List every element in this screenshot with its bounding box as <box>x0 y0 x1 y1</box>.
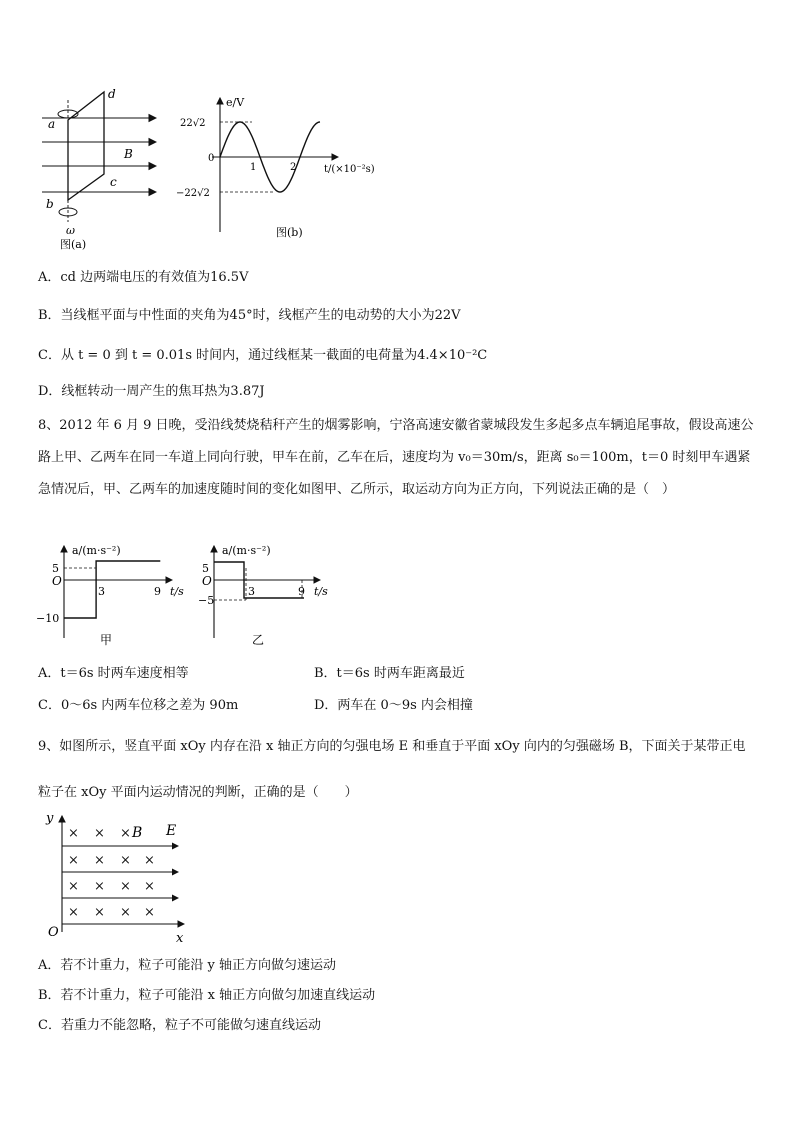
jia-x-3: 3 <box>98 585 105 598</box>
svg-text:×: × <box>68 853 79 868</box>
q7-option-c: C．从 t = 0 到 t = 0.01s 时间内，通过线框某一截面的电荷量为4.4×10⁻²C <box>38 348 488 363</box>
label-x-axis: x <box>176 931 184 946</box>
yi-x-3: 3 <box>248 585 255 598</box>
svg-text:×: × <box>120 853 131 868</box>
q9-option-c: C．若重力不能忽略，粒子不可能做匀速直线运动 <box>38 1018 321 1033</box>
label-B-field: B <box>132 825 143 841</box>
x-axis-label: t/(×10⁻²s) <box>324 164 375 175</box>
svg-text:×: × <box>94 905 105 920</box>
yi-caption: 乙 <box>252 633 265 647</box>
y-axis-label: e/V <box>226 96 245 109</box>
jia-acceleration-line <box>64 561 160 618</box>
figure-q9-field <box>44 808 204 948</box>
yi-x-label: t/s <box>314 585 328 598</box>
caption-b: 图(b) <box>276 226 303 239</box>
svg-text:×: × <box>68 879 79 894</box>
q7-option-b: B．当线框平面与中性面的夹角为45°时，线框产生的电动势的大小为22V <box>38 308 461 323</box>
svg-text:×: × <box>144 879 155 894</box>
label-a: a <box>48 117 56 131</box>
svg-text:×: × <box>68 905 79 920</box>
svg-text:×: × <box>120 879 131 894</box>
svg-text:×: × <box>144 853 155 868</box>
svg-text:×: × <box>94 853 105 868</box>
svg-text:×: × <box>120 905 131 920</box>
svg-text:×: × <box>94 879 105 894</box>
label-E-field: E <box>166 823 177 839</box>
yi-x-9: 9 <box>298 585 305 598</box>
chart-jia <box>34 540 194 650</box>
yi-y-label: a/(m·s⁻²) <box>222 544 271 557</box>
jia-y-label: a/(m·s⁻²) <box>72 544 121 557</box>
q8-option-c: C．0～6s 内两车位移之差为 90m <box>38 698 239 713</box>
jia-y-neg: −10 <box>36 612 60 625</box>
q9-stem: 9、如图所示，竖直平面 xOy 内存在沿 x 轴正方向的匀强电场 E 和垂直于平面 xOy 向内的匀强磁场 B，下面关于某带正电粒子在 xOy 平面内运动情况的判断，正确的是（ ） <box>38 739 746 800</box>
jia-x-9: 9 <box>154 585 161 598</box>
jia-y-pos: 5 <box>52 562 59 575</box>
y-bottom-label: −22√2 <box>176 188 210 199</box>
q8-option-a: A．t＝6s 时两车速度相等 <box>38 666 189 681</box>
tick-1: 1 <box>250 162 257 173</box>
jia-caption: 甲 <box>100 633 113 647</box>
svg-text:×: × <box>94 826 105 841</box>
label-omega: ω <box>66 224 75 237</box>
label-origin: O <box>48 925 59 940</box>
q9-option-a: A．若不计重力，粒子可能沿 y 轴正方向做匀速运动 <box>38 958 336 973</box>
q9-option-b: B．若不计重力，粒子可能沿 x 轴正方向做匀加速直线运动 <box>38 988 376 1003</box>
chart-yi <box>194 540 344 650</box>
yi-y-neg: −5 <box>198 594 215 607</box>
figure-b-emf-chart <box>176 92 396 242</box>
q7-option-a: A．cd 边两端电压的有效值为16.5V <box>38 270 249 285</box>
q8-option-b: B．t＝6s 时两车距离最近 <box>314 666 465 681</box>
svg-text:×: × <box>68 826 79 841</box>
jia-origin: O <box>52 574 62 588</box>
origin-label: 0 <box>208 153 215 164</box>
label-b: b <box>46 197 54 211</box>
caption-a: 图(a) <box>60 238 87 251</box>
label-d: d <box>108 87 116 101</box>
q7-option-d: D．线框转动一周产生的焦耳热为3.87J <box>38 384 265 399</box>
svg-text:×: × <box>144 905 155 920</box>
svg-text:×: × <box>120 826 131 841</box>
jia-x-label: t/s <box>170 585 184 598</box>
q8-option-d: D．两车在 0～9s 内会相撞 <box>314 698 473 713</box>
figure-a <box>38 82 168 252</box>
label-B: B <box>124 147 133 161</box>
yi-origin: O <box>202 574 212 588</box>
yi-y-pos: 5 <box>202 562 209 575</box>
y-top-label: 22√2 <box>180 118 206 129</box>
label-c: c <box>110 175 117 189</box>
tick-2: 2 <box>290 162 297 173</box>
q8-stem: 8、2012 年 6 月 9 日晚，受沿线焚烧秸秆产生的烟雾影响，宁洛高速安徽省蒙城段发生多起多点车辆追尾事故，假设高速公路上甲、乙两车在同一车道上同向行驶，甲车在前，乙车在后，速度均为 v₀＝30m/s，距离 s₀＝100m，t＝0 时刻甲车遇紧急情况后，甲、乙两车的加速度随时间的变化如图甲、乙所示，取运动方向为正方向，下列说法正确的是（ ） <box>38 418 754 497</box>
label-y-axis: y <box>46 811 54 826</box>
